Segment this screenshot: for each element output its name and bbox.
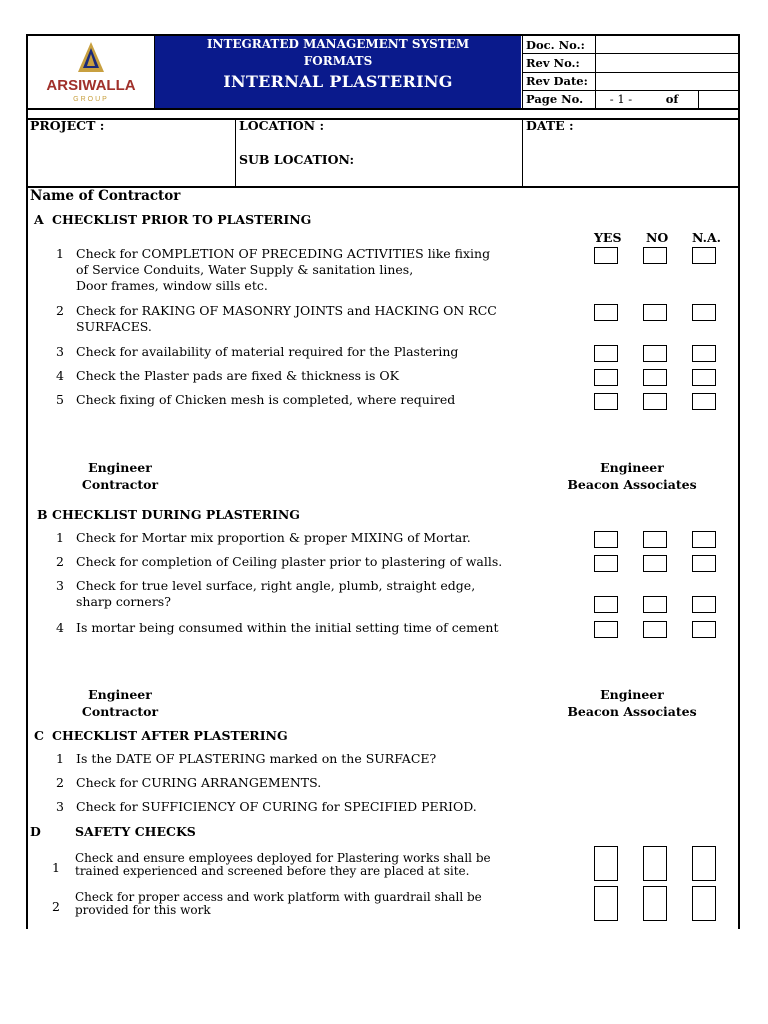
signature-engineer-contractor bbox=[60, 459, 180, 493]
section-a-letter: A bbox=[34, 212, 44, 227]
sub-location-label: SUB LOCATION: bbox=[239, 152, 355, 167]
header-line2: FORMATS bbox=[303, 54, 373, 68]
logo-name: ARSIWALLA bbox=[46, 77, 136, 94]
checkbox-yes[interactable] bbox=[594, 621, 618, 638]
page-of-label: of bbox=[646, 90, 699, 108]
item-text: trained experienced and screened before they are placed at site. bbox=[75, 864, 470, 878]
item-text: Check and ensure employees deployed for Plastering works shall be bbox=[75, 851, 491, 865]
sig-right-line2: Beacon Associates bbox=[567, 477, 697, 492]
sig-right-line1: Engineer bbox=[600, 687, 664, 702]
checkbox-no[interactable] bbox=[643, 555, 667, 572]
checkbox-na[interactable] bbox=[692, 531, 716, 548]
item-number: 5 bbox=[56, 392, 64, 407]
page-no-label: Page No. bbox=[523, 90, 596, 108]
page-no-value: - 1 - bbox=[596, 90, 647, 108]
checkbox-na[interactable] bbox=[692, 596, 716, 613]
section-a-title: CHECKLIST PRIOR TO PLASTERING bbox=[52, 212, 312, 227]
item-text: Check the Plaster pads are fixed & thickness is OK bbox=[76, 368, 400, 383]
item-text: Check for CURING ARRANGEMENTS. bbox=[76, 775, 322, 790]
col-no: NO bbox=[646, 230, 669, 245]
signature-engineer-beacon bbox=[562, 686, 702, 720]
contractor-label: Name of Contractor bbox=[30, 188, 181, 204]
col-yes: YES bbox=[594, 230, 622, 245]
date-label: DATE : bbox=[526, 118, 574, 133]
checkbox-no[interactable] bbox=[643, 369, 667, 386]
page-title: INTERNAL PLASTERING bbox=[223, 72, 453, 91]
divider bbox=[235, 119, 236, 187]
divider bbox=[154, 35, 155, 109]
item-number: 2 bbox=[56, 303, 64, 318]
item-number: 4 bbox=[56, 368, 64, 383]
item-text: Check for proper access and work platform with guardrail shall be bbox=[75, 890, 482, 904]
divider bbox=[522, 119, 523, 187]
checkbox-na[interactable] bbox=[692, 247, 716, 264]
section-b-letter: B bbox=[37, 507, 48, 522]
checkbox-na[interactable] bbox=[692, 304, 716, 321]
checkbox-yes[interactable] bbox=[594, 304, 618, 321]
item-text: Check for Mortar mix proportion & proper MIXING of Mortar. bbox=[76, 530, 471, 545]
checkbox-no[interactable] bbox=[643, 886, 667, 921]
item-number: 3 bbox=[56, 344, 64, 359]
item-number: 1 bbox=[52, 860, 60, 875]
checkbox-no[interactable] bbox=[643, 247, 667, 264]
item-text: Check for COMPLETION OF PRECEDING ACTIVITIES like fixing bbox=[76, 246, 491, 261]
checkbox-yes[interactable] bbox=[594, 531, 618, 548]
section-c-letter: C bbox=[34, 728, 44, 743]
logo-sub: GROUP bbox=[73, 96, 109, 103]
item-number: 1 bbox=[56, 751, 64, 766]
checkbox-yes[interactable] bbox=[594, 555, 618, 572]
item-number: 3 bbox=[56, 578, 64, 593]
item-text: of Service Conduits, Water Supply & sanitation lines, bbox=[76, 262, 414, 277]
item-text: provided for this work bbox=[75, 903, 211, 917]
item-text: Check for true level surface, right angle, plumb, straight edge, bbox=[76, 578, 476, 593]
item-text: Door frames, window sills etc. bbox=[76, 278, 268, 293]
company-logo bbox=[28, 36, 154, 108]
sig-right-line2: Beacon Associates bbox=[567, 704, 697, 719]
logo-mark-icon bbox=[28, 36, 154, 108]
item-text: Check for SUFFICIENCY OF CURING for SPECIFIED PERIOD. bbox=[76, 799, 477, 814]
checkbox-na[interactable] bbox=[692, 846, 716, 881]
doc-info-table bbox=[522, 35, 740, 109]
section-c-title: CHECKLIST AFTER PLASTERING bbox=[52, 728, 288, 743]
location-label: LOCATION : bbox=[239, 118, 325, 133]
sig-left-line1: Engineer bbox=[88, 460, 152, 475]
checkbox-na[interactable] bbox=[692, 345, 716, 362]
checkbox-no[interactable] bbox=[643, 393, 667, 410]
checkbox-yes[interactable] bbox=[594, 345, 618, 362]
item-number: 4 bbox=[56, 620, 64, 635]
checkbox-no[interactable] bbox=[643, 304, 667, 321]
checkbox-no[interactable] bbox=[643, 596, 667, 613]
item-number: 3 bbox=[56, 799, 64, 814]
item-number: 2 bbox=[56, 554, 64, 569]
item-number: 2 bbox=[52, 899, 60, 914]
item-number: 2 bbox=[56, 775, 64, 790]
sig-left-line2: Contractor bbox=[81, 477, 159, 492]
sig-right-line1: Engineer bbox=[600, 460, 664, 475]
header-line1: INTEGRATED MANAGEMENT SYSTEM bbox=[206, 37, 470, 51]
item-text: Is mortar being consumed within the initial setting time of cement bbox=[76, 620, 499, 635]
checkbox-na[interactable] bbox=[692, 621, 716, 638]
item-number: 1 bbox=[56, 246, 64, 261]
rev-no-label: Rev No.: bbox=[523, 54, 596, 72]
checkbox-yes[interactable] bbox=[594, 886, 618, 921]
doc-no-label: Doc. No.: bbox=[523, 36, 596, 54]
item-text: Check for availability of material required for the Plastering bbox=[76, 344, 459, 359]
doc-no-field[interactable] bbox=[596, 36, 740, 54]
rev-date-field[interactable] bbox=[596, 72, 740, 90]
checkbox-no[interactable] bbox=[643, 531, 667, 548]
item-text: Check for completion of Ceiling plaster prior to plastering of walls. bbox=[76, 554, 503, 569]
item-text: Check for RAKING OF MASONRY JOINTS and HACKING ON RCC bbox=[76, 303, 497, 318]
checkbox-yes[interactable] bbox=[594, 393, 618, 410]
signature-engineer-beacon bbox=[562, 459, 702, 493]
sig-left-line1: Engineer bbox=[88, 687, 152, 702]
item-text: SURFACES. bbox=[76, 319, 152, 334]
item-text: Check fixing of Chicken mesh is completed, where required bbox=[76, 392, 456, 407]
col-na: N.A. bbox=[692, 230, 722, 245]
checkbox-yes[interactable] bbox=[594, 596, 618, 613]
checkbox-na[interactable] bbox=[692, 369, 716, 386]
divider bbox=[26, 118, 740, 120]
section-d-letter: D bbox=[30, 824, 41, 839]
rev-no-field[interactable] bbox=[596, 54, 740, 72]
checkbox-no[interactable] bbox=[643, 621, 667, 638]
item-text: Is the DATE OF PLASTERING marked on the SURFACE? bbox=[76, 751, 437, 766]
checkbox-no[interactable] bbox=[643, 846, 667, 881]
checkbox-no[interactable] bbox=[643, 345, 667, 362]
page-total-field[interactable] bbox=[699, 90, 740, 108]
rev-date-label: Rev Date: bbox=[523, 72, 596, 90]
checkbox-yes[interactable] bbox=[594, 369, 618, 386]
checkbox-yes[interactable] bbox=[594, 247, 618, 264]
checkbox-na[interactable] bbox=[692, 886, 716, 921]
checkbox-yes[interactable] bbox=[594, 846, 618, 881]
sig-left-line2: Contractor bbox=[81, 704, 159, 719]
item-number: 1 bbox=[56, 530, 64, 545]
header-title-block bbox=[155, 36, 521, 108]
project-label: PROJECT : bbox=[30, 118, 105, 133]
item-text: sharp corners? bbox=[76, 594, 171, 609]
checkbox-na[interactable] bbox=[692, 393, 716, 410]
checkbox-na[interactable] bbox=[692, 555, 716, 572]
signature-engineer-contractor bbox=[60, 686, 180, 720]
section-b-title: CHECKLIST DURING PLASTERING bbox=[52, 507, 300, 522]
section-d-title: SAFETY CHECKS bbox=[75, 824, 196, 839]
